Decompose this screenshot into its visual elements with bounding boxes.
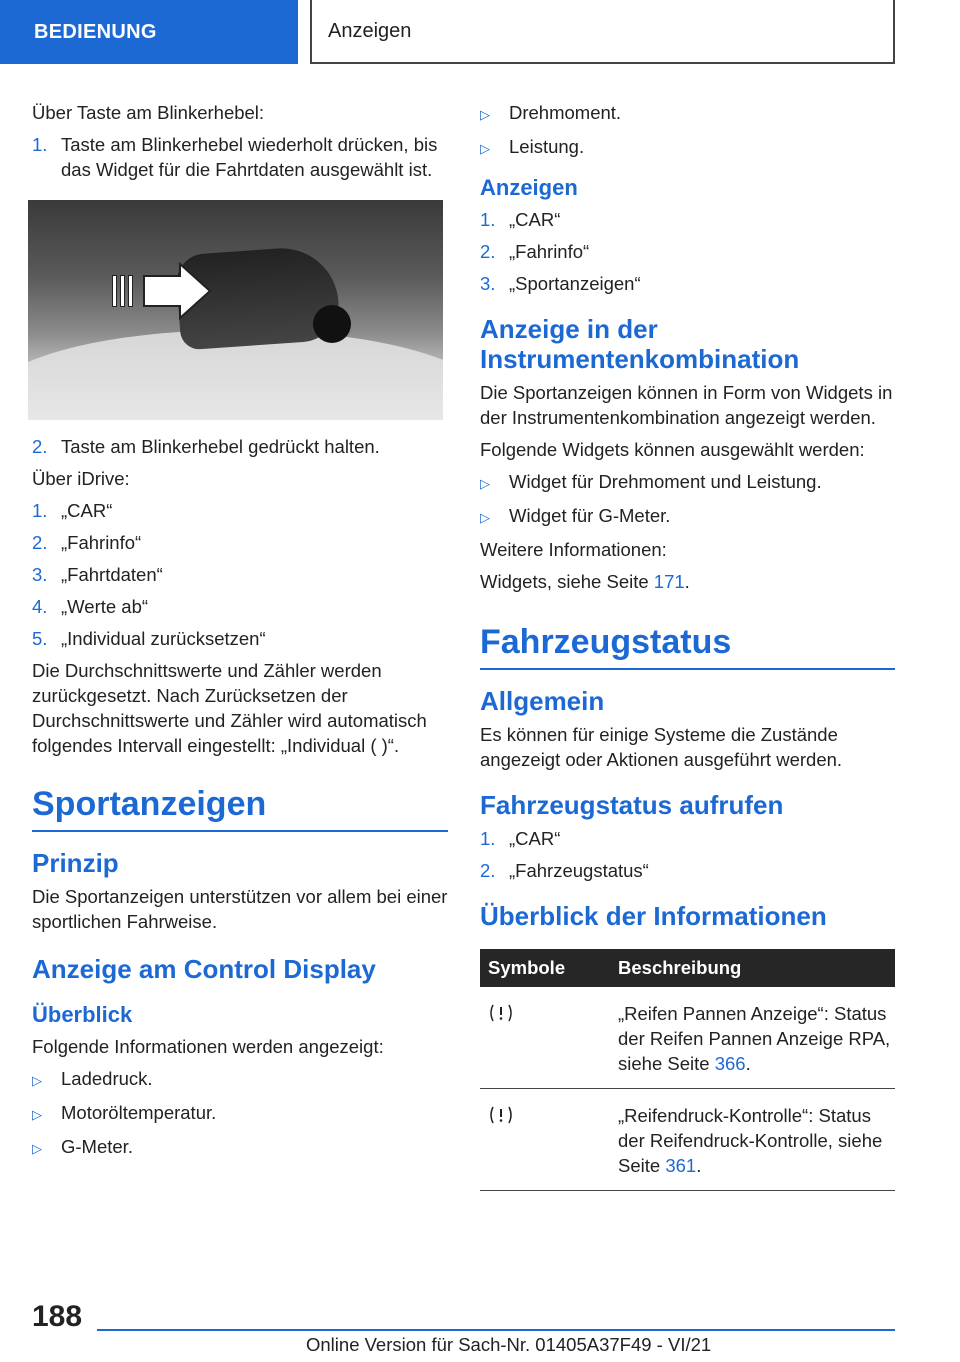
item-text: Leistung.: [509, 136, 585, 157]
reference-end: .: [684, 571, 690, 592]
triangle-bullet-icon: ▷: [32, 1141, 42, 1156]
description-cell: [610, 1089, 895, 1191]
description-cell: [610, 987, 895, 1089]
footer-divider: [97, 1329, 895, 1331]
list-item: [480, 469, 895, 496]
widgets-list: [480, 469, 895, 530]
step-text: „CAR“: [509, 828, 561, 849]
description-end: .: [745, 1053, 751, 1074]
triangle-bullet-icon: ▷: [480, 476, 490, 491]
list-item: [480, 239, 895, 264]
page-number: 188: [32, 1300, 83, 1333]
description-text: „Reifen Pannen Anzeige“: Status der Reifen Pannen Anzeige RPA, siehe Seite: [618, 1003, 891, 1074]
table-row: [480, 987, 895, 1089]
footer-text: Online Version für Sach-Nr. 01405A37F49 - VI/21: [306, 1334, 712, 1355]
chapter-title-fahrzeugstatus: Fahrzeugstatus: [480, 620, 895, 670]
step-text: „Individual zurücksetzen“: [61, 628, 266, 649]
step-number: 4.: [32, 596, 48, 617]
step-text: „Werte ab“: [61, 596, 149, 617]
step-number: 1.: [480, 209, 496, 230]
description-text: „Reifendruck-Kontrolle“: Status der Reifendruck-Kontrolle, siehe Seite: [618, 1105, 883, 1176]
table-row: [480, 1089, 895, 1191]
allgemein-text: Es können für einige Systeme die Zustände angezeigt oder Aktionen ausgeführt werden.: [480, 724, 843, 770]
list-item: [480, 134, 895, 161]
lever-knob: [313, 305, 351, 343]
list-item: [32, 1066, 448, 1093]
item-text: Motoröltemperatur.: [61, 1102, 217, 1123]
tire-pressure-warning-icon: [488, 1003, 514, 1023]
section-label: Anzeigen: [328, 19, 412, 42]
step-text: „Fahrinfo“: [509, 241, 590, 262]
list-item: [480, 100, 895, 127]
item-text: G-Meter.: [61, 1136, 133, 1157]
item-text: Drehmoment.: [509, 102, 622, 123]
list-item: [32, 626, 448, 651]
page-link-366[interactable]: 366: [714, 1053, 746, 1074]
list-item: [32, 434, 448, 459]
page-link-361[interactable]: 361: [665, 1155, 697, 1176]
list-item: [32, 1100, 448, 1127]
prinzip-text: Die Sportanzeigen unterstützen vor allem bei einer sportlichen Fahrweise.: [32, 886, 448, 932]
tire-pressure-warning-icon: [488, 1105, 514, 1125]
symbol-cell: [480, 987, 610, 1089]
list-item: [32, 132, 448, 182]
step-number: 2.: [480, 241, 496, 262]
step-number: 5.: [32, 628, 48, 649]
section-title-instrument-cluster: Anzeige in der Instrumentenkombination: [480, 314, 800, 374]
widgets-intro: Folgende Widgets können ausgewählt werden:: [480, 439, 865, 460]
reset-text: Die Durchschnittswerte und Zähler werden zurückgesetzt. Nach Zurücksetzen der Durchschnittswerte und Zähler wird automatisch folgendes Intervall eingestellt: „Individual ( )“.: [32, 660, 427, 756]
triangle-bullet-icon: ▷: [480, 141, 490, 156]
list-item: [32, 594, 448, 619]
section-header: [310, 0, 895, 64]
list-item: [480, 271, 895, 296]
section-title-control-display: Anzeige am Control Display: [32, 954, 376, 984]
item-text: Widget für G-Meter.: [509, 505, 671, 526]
steps-list-b: [32, 434, 448, 459]
step-text: „Fahrinfo“: [61, 532, 142, 553]
subsection-title-ueberblick: Überblick: [32, 1002, 133, 1027]
ueberblick-items: [32, 1066, 448, 1161]
chapter-label: BEDIENUNG: [34, 20, 157, 43]
reference-text: Widgets, siehe Seite: [480, 571, 654, 592]
triangle-bullet-icon: ▷: [32, 1107, 42, 1122]
step-text: „Sportanzeigen“: [509, 273, 641, 294]
press-repeat-icon: [112, 275, 142, 307]
step-text: „CAR“: [509, 209, 561, 230]
instr-text: Die Sportanzeigen können in Form von Widgets in der Instrumentenkombination angezeigt werden.: [480, 382, 893, 428]
item-text: Widget für Drehmoment und Leistung.: [509, 471, 822, 492]
section-title-allgemein: Allgemein: [480, 686, 605, 716]
symbol-cell: [480, 1089, 610, 1191]
item-text: Ladedruck.: [61, 1068, 153, 1089]
triangle-bullet-icon: ▷: [480, 510, 490, 525]
column-header-symbole: Symbole: [480, 949, 610, 987]
left-column: [32, 100, 448, 1168]
chapter-title-sportanzeigen: Sportanzeigen: [32, 782, 448, 832]
step-text: Taste am Blinkerhebel wiederholt drücken, bis das Widget für die Fahrtdaten ausgewählt ist.: [61, 134, 438, 180]
status-symbols-table: [480, 949, 895, 1191]
list-item: [32, 562, 448, 587]
section-title-overview: Überblick der Informationen: [480, 901, 827, 931]
step-number: 1.: [32, 500, 48, 521]
description-end: .: [696, 1155, 702, 1176]
step-number: 2.: [480, 860, 496, 881]
step-text: „Fahrzeugstatus“: [509, 860, 649, 881]
step-number: 2.: [32, 532, 48, 553]
triangle-bullet-icon: ▷: [480, 107, 490, 122]
list-item: [480, 826, 895, 851]
list-item: [32, 530, 448, 555]
section-title-prinzip: Prinzip: [32, 848, 119, 878]
section-title-aufrufen: Fahrzeugstatus aufrufen: [480, 790, 784, 820]
step-text: „Fahrtdaten“: [61, 564, 163, 585]
step-text: „CAR“: [61, 500, 113, 521]
intro-text: Über Taste am Blinkerhebel:: [32, 102, 265, 123]
items-continued: [480, 100, 895, 161]
step-number: 1.: [480, 828, 496, 849]
step-number: 2.: [32, 436, 48, 457]
column-header-beschreibung: Beschreibung: [610, 949, 895, 987]
subsection-title-anzeigen: Anzeigen: [480, 175, 578, 200]
anzeigen-steps: [480, 207, 895, 296]
triangle-bullet-icon: ▷: [32, 1073, 42, 1088]
list-item: [480, 858, 895, 883]
steps-list-a: [32, 132, 448, 182]
turn-signal-lever-figure: [28, 200, 443, 420]
page-link-171[interactable]: 171: [653, 571, 685, 592]
ueberblick-text: Folgende Informationen werden angezeigt:: [32, 1036, 384, 1057]
step-number: 3.: [32, 564, 48, 585]
chapter-tab: [0, 0, 298, 64]
idrive-intro: Über iDrive:: [32, 468, 130, 489]
list-item: [32, 498, 448, 523]
idrive-steps: [32, 498, 448, 651]
list-item: [32, 1134, 448, 1161]
aufrufen-steps: [480, 826, 895, 883]
list-item: [480, 503, 895, 530]
table-header-row: [480, 949, 895, 987]
widgets-reference: [480, 569, 895, 594]
step-text: Taste am Blinkerhebel gedrückt halten.: [61, 436, 380, 457]
step-number: 1.: [32, 134, 48, 155]
step-number: 3.: [480, 273, 496, 294]
arrow-right-icon: [142, 262, 212, 320]
right-column: [480, 100, 895, 1191]
list-item: [480, 207, 895, 232]
more-info: Weitere Informationen:: [480, 539, 667, 560]
